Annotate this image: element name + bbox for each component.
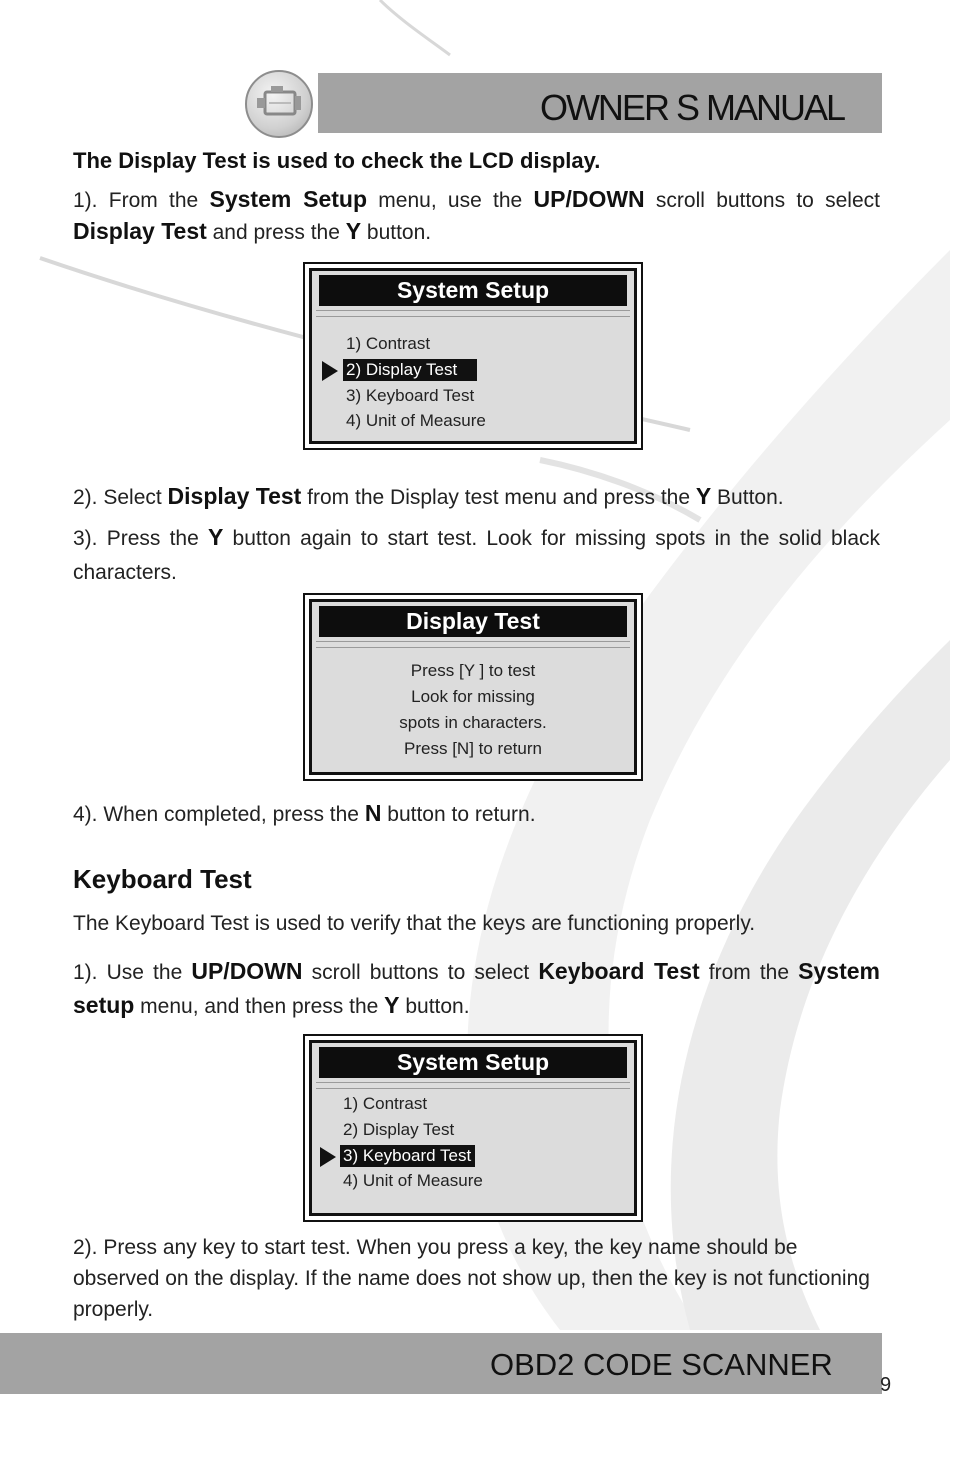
lcd-divider: [316, 641, 630, 648]
lcd-line: Look for missing: [411, 687, 535, 706]
lcd-title: Display Test: [319, 606, 627, 637]
keyboard-step-1: 1). Use the UP/DOWN scroll buttons to select Keyboard Test from the System setup menu, and then press the Y button.: [73, 958, 880, 1018]
header-bar: [318, 73, 882, 133]
lcd-line: Press [Y ] to test: [410, 661, 536, 680]
lcd-screen-system-setup-2: [303, 1034, 643, 1222]
menu-item-contrast: 1) Contrast: [346, 334, 431, 353]
lcd-screen-system-setup-1: [303, 262, 643, 450]
menu-item-unit-of-measure: 4) Unit of Measure: [346, 411, 486, 430]
lcd-divider: [316, 1082, 630, 1089]
lcd-screen-display-test: [303, 593, 643, 781]
manual-title: OWNER S MANUAL: [539, 87, 844, 128]
engine-check-icon: [245, 70, 313, 138]
display-step-3: 3). Press the Y button again to start test. Look for missing spots in the solid black characters.: [73, 524, 880, 584]
lcd-divider: [316, 310, 630, 317]
keyboard-intro: The Keyboard Test is used to verify that the keys are functioning properly.: [73, 912, 756, 935]
keyboard-step-2: 2). Press any key to start test. When you press a key, the key name should be observed on the display. If the name does not show up, then the key is not functioning properly.: [73, 1236, 870, 1321]
menu-item-contrast: 1) Contrast: [343, 1094, 428, 1113]
lcd-line: spots in characters.: [399, 713, 547, 732]
menu-item-unit-of-measure: 4) Unit of Measure: [343, 1171, 483, 1190]
display-step-4: 4). When completed, press the N button to return.: [73, 800, 536, 826]
lcd-title: System Setup: [319, 275, 627, 306]
menu-item-keyboard-test: 3) Keyboard Test: [340, 1145, 475, 1167]
page-number: 9: [880, 1374, 892, 1396]
product-name: OBD2 CODE SCANNER: [490, 1347, 833, 1382]
keyboard-test-heading: Keyboard Test: [73, 864, 252, 894]
selection-arrow-icon: [320, 1147, 336, 1167]
menu-item-display-test: 2) Display Test: [343, 1120, 455, 1139]
display-step-2: 2). Select Display Test from the Display test menu and press the Y Button.: [73, 483, 784, 509]
display-test-lead: The Display Test is used to check the LCD display.: [73, 148, 601, 173]
lcd-line: Press [N] to return: [404, 739, 542, 758]
selection-arrow-icon: [322, 361, 338, 381]
lcd-title: System Setup: [319, 1047, 627, 1078]
display-step-1: 1). From the System Setup menu, use the UP/DOWN scroll buttons to select Display Test and press the Y button.: [73, 186, 880, 244]
footer-bar: [0, 1333, 882, 1394]
menu-item-display-test: 2) Display Test: [343, 359, 477, 381]
menu-item-keyboard-test: 3) Keyboard Test: [346, 386, 475, 405]
